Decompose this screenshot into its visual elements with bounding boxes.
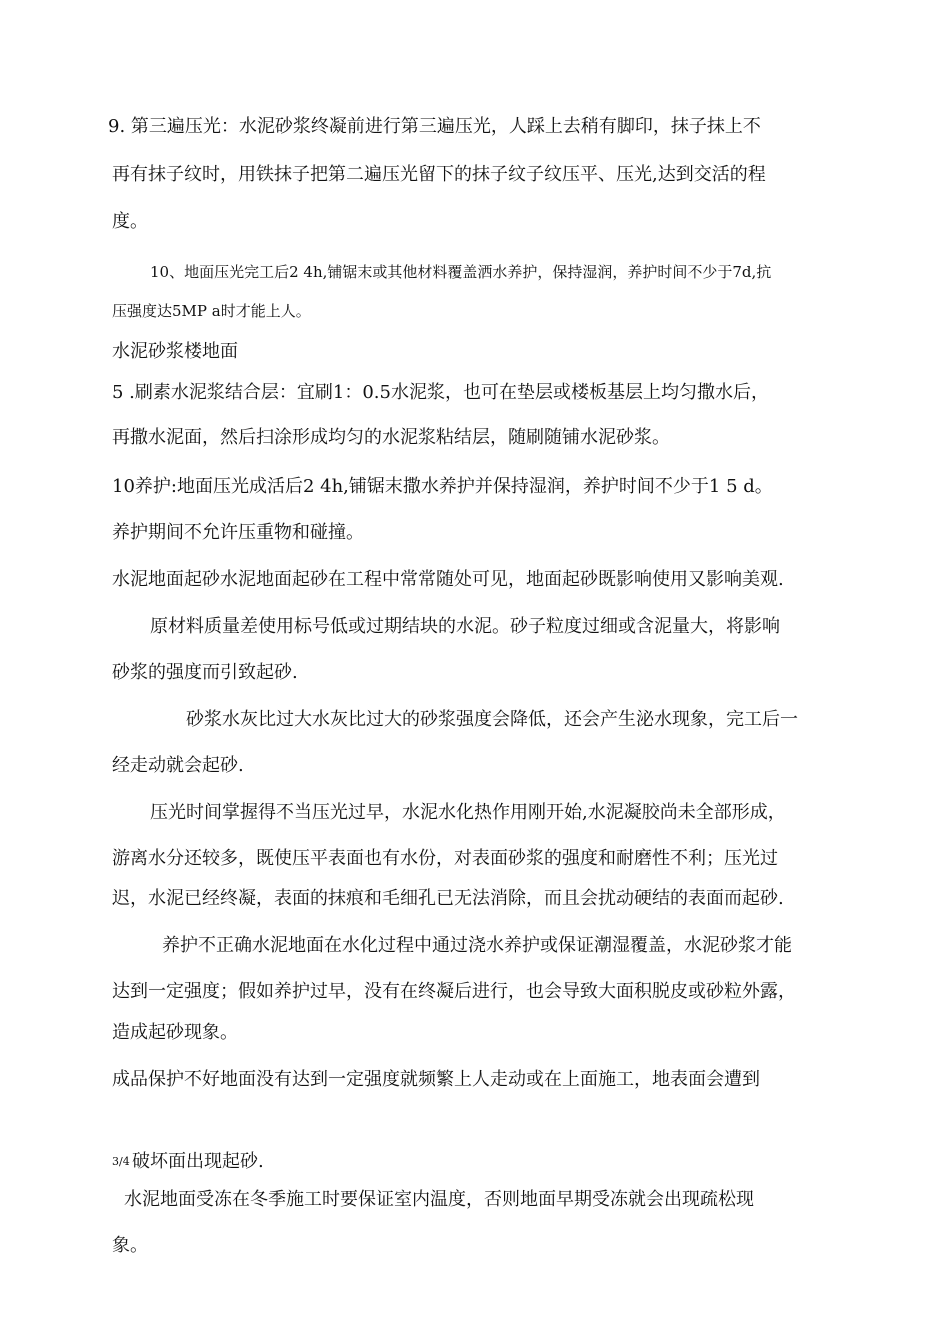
- materials-line-2: 砂浆的强度而引致起砂.: [112, 662, 298, 683]
- press-time-line-1: 压光时间掌握得不当压光过早，水泥水化热作用刚开始,水泥凝胶尚未全部形成，: [150, 802, 786, 823]
- protection-line-1: 成品保护不好地面没有达到一定强度就频繁上人走动或在上面施工，地表面会遭到: [112, 1069, 760, 1090]
- p10-line-2: 压强度达5MP a时才能上人。: [112, 302, 311, 320]
- press-time-line-2: 游离水分还较多，既使压平表面也有水份，对表面砂浆的强度和耐磨性不利；压光过: [112, 848, 778, 869]
- press-time-line-3: 迟，水泥已经终凝，表面的抹痕和毛细孔已无法消除，而且会扰动硬结的表面而起砂.: [112, 888, 784, 909]
- section-heading: 水泥砂浆楼地面: [112, 341, 238, 362]
- curing-line-2: 达到一定强度；假如养护过早，没有在终凝后进行，也会导致大面积脱皮或砂粒外露，: [112, 981, 796, 1002]
- water-ratio-line-1: 砂浆水灰比过大水灰比过大的砂浆强度会降低，还会产生泌水现象，完工后一: [186, 709, 798, 730]
- materials-line-1: 原材料质量差使用标号低或过期结块的水泥。砂子粒度过细或含泥量大，将影响: [150, 616, 780, 637]
- p5-line-2: 再撒水泥面，然后扫涂形成均匀的水泥浆粘结层，随刷随铺水泥砂浆。: [112, 427, 670, 448]
- water-ratio-line-2: 经走动就会起砂.: [112, 755, 244, 776]
- p9-line-1: 9. 第三遍压光：水泥砂浆终凝前进行第三遍压光，人踩上去稍有脚印，抹子抹上不: [108, 116, 761, 137]
- curing-line-3: 造成起砂现象。: [112, 1022, 238, 1043]
- protection-line-2: 破坏面出现起砂.: [132, 1151, 264, 1172]
- p10b-line-2: 养护期间不允许压重物和碰撞。: [112, 522, 364, 543]
- p10-line-1: 10、地面压光完工后2 4h,铺锯末或其他材料覆盖洒水养护，保持湿润，养护时间不少于7d,抗: [150, 263, 772, 281]
- curing-line-1: 养护不正确水泥地面在水化过程中通过浇水养护或保证潮湿覆盖，水泥砂浆才能: [162, 935, 792, 956]
- sand-intro: 水泥地面起砂水泥地面起砂在工程中常常随处可见，地面起砂既影响使用又影响美观.: [112, 569, 784, 590]
- p9-line-3: 度。: [112, 211, 148, 232]
- page-number: 3/4: [112, 1155, 130, 1168]
- p9-line-2: 再有抹子纹时，用铁抹子把第二遍压光留下的抹子纹子纹压平、压光,达到交活的程: [112, 164, 766, 185]
- frost-line-2: 象。: [112, 1235, 148, 1256]
- p10b-line-1: 10养护:地面压光成活后2 4h,铺锯末撒水养护并保持湿润，养护时间不少于1 5 d。: [112, 476, 773, 497]
- frost-line-1: 水泥地面受冻在冬季施工时要保证室内温度，否则地面早期受冻就会出现疏松现: [124, 1189, 754, 1210]
- p5-line-1: 5 .刷素水泥浆结合层：宜刷1：0.5水泥浆，也可在垫层或楼板基层上均匀撒水后，: [112, 382, 769, 403]
